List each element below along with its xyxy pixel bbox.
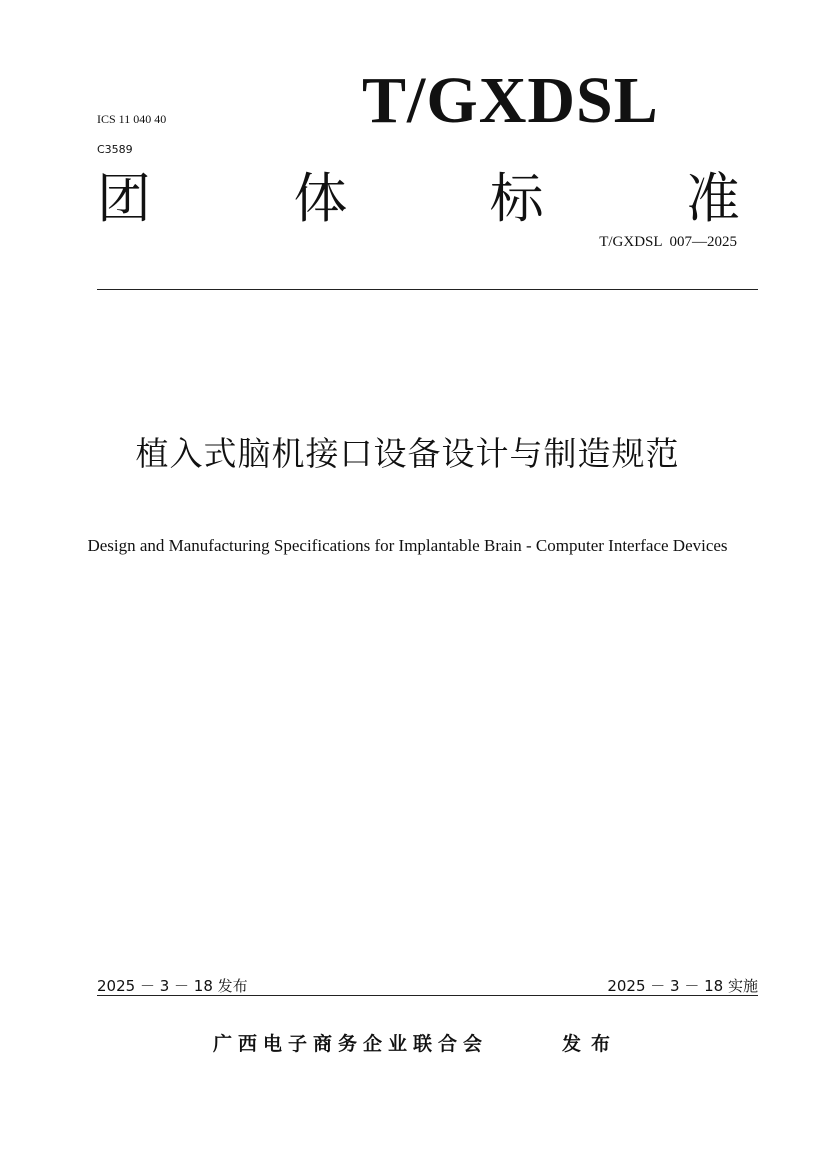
standard-type-title [97, 167, 740, 230]
header-divider [97, 289, 758, 290]
ics-code: ICS 11 040 40 [97, 112, 167, 126]
document-title-chinese: 植入式脑机接口设备设计与制造规范 [135, 434, 680, 473]
standard-type-char: 体 [293, 167, 348, 230]
date-line [97, 975, 758, 996]
publish-label: 发布 [562, 1033, 621, 1055]
publisher-name: 广西电子商务企业联合会 [213, 1033, 489, 1055]
document-title-english: Design and Manufacturing Specifications for Implantable Brain - Computer Interface Devices [87, 536, 728, 555]
standard-number: T/GXDSL 007—2025 [599, 234, 737, 250]
standard-brand: T/GXDSL [362, 64, 659, 137]
standard-type-char: 准 [685, 167, 740, 230]
standard-type-char: 标 [489, 167, 544, 230]
issue-date: 2025 － 3 － 18 发布 [97, 977, 248, 995]
implementation-date: 2025 － 3 － 18 实施 [607, 977, 758, 995]
ccs-code: C3589 [97, 143, 133, 156]
standard-type-char: 团 [97, 167, 151, 230]
